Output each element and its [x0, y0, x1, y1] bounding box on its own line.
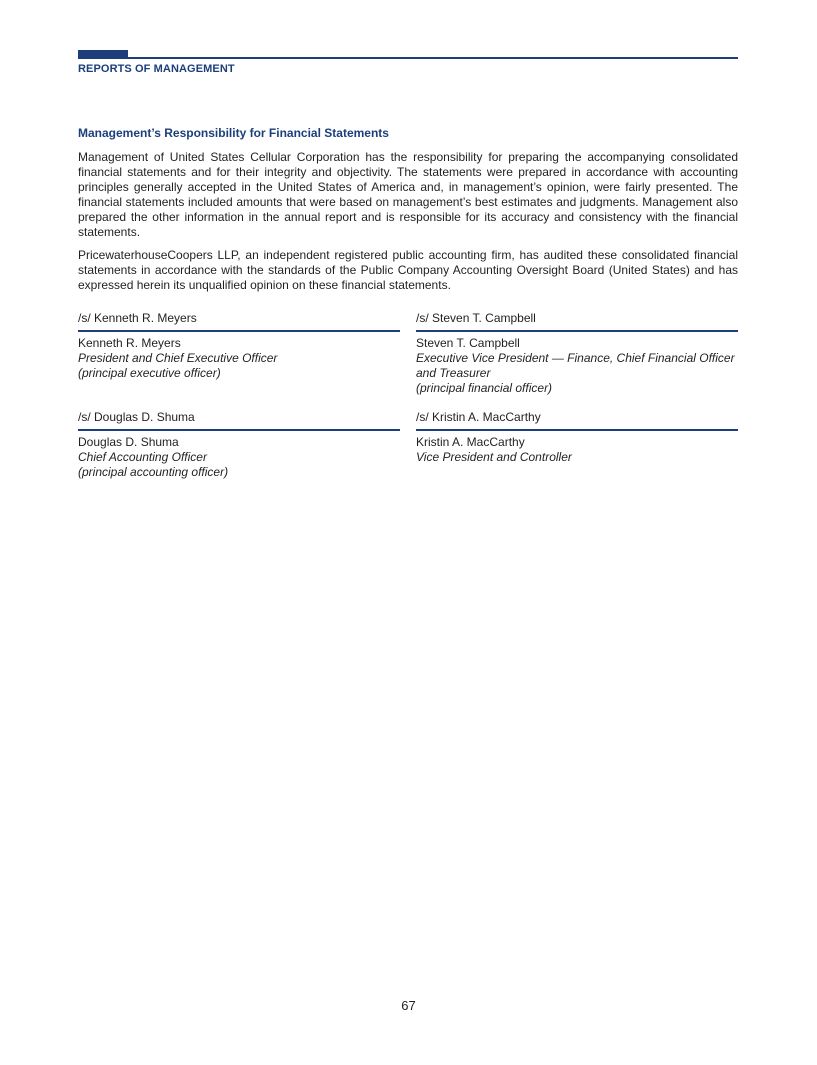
signer-role: (principal accounting officer): [78, 465, 229, 479]
signature-line: /s/ Kristin A. MacCarthy: [416, 410, 738, 431]
signer-title: President and Chief Executive Officer: [78, 351, 278, 365]
signer-title: Chief Accounting Officer: [78, 450, 207, 464]
signature-line: /s/ Steven T. Campbell: [416, 311, 738, 332]
signature-block-cao: [78, 410, 400, 480]
signer-role: (principal financial officer): [416, 381, 553, 395]
signer-name: Douglas D. Shuma: [78, 435, 179, 449]
signer-title: Executive Vice President — Finance, Chief Financial Officer: [416, 351, 735, 365]
signature-block-controller: [416, 410, 738, 465]
signer-name: Kristin A. MacCarthy: [416, 435, 525, 449]
section-heading: Management’s Responsibility for Financial Statements: [78, 126, 389, 140]
signer-name: Kenneth R. Meyers: [78, 336, 181, 350]
signer-name: Steven T. Campbell: [416, 336, 520, 350]
signer-role: (principal executive officer): [78, 366, 221, 380]
paragraph-responsibility: Management of United States Cellular Corporation has the responsibility for preparing the accompanying consolidated financial statements and for their integrity and objectivity. The statements were prepared in accordance with accounting principles generally accepted in the United States of America and, in management’s opinion, were fairly presented. The financial statements included amounts that were based on management’s best estimates and judgments. Management also prepared the other information in the annual report and is responsible for its accuracy and consistency with the financial statements.: [78, 150, 738, 239]
paragraph-auditor: PricewaterhouseCoopers LLP, an independent registered public accounting firm, has audited these consolidated financial statements in accordance with the standards of the Public Company Accounting Oversight Board (United States) and has expressed herein its unqualified opinion on these financial statements.: [78, 248, 738, 292]
section-label: REPORTS OF MANAGEMENT: [78, 63, 235, 75]
signature-block-ceo: [78, 311, 400, 381]
signature-line: /s/ Kenneth R. Meyers: [78, 311, 400, 332]
signature-line: /s/ Douglas D. Shuma: [78, 410, 400, 431]
signer-title: Vice President and Controller: [416, 450, 572, 464]
signature-block-cfo: [416, 311, 738, 396]
header-rule: [78, 57, 738, 59]
page-number: 67: [401, 998, 416, 1013]
signer-title-continued: and Treasurer: [416, 366, 491, 380]
